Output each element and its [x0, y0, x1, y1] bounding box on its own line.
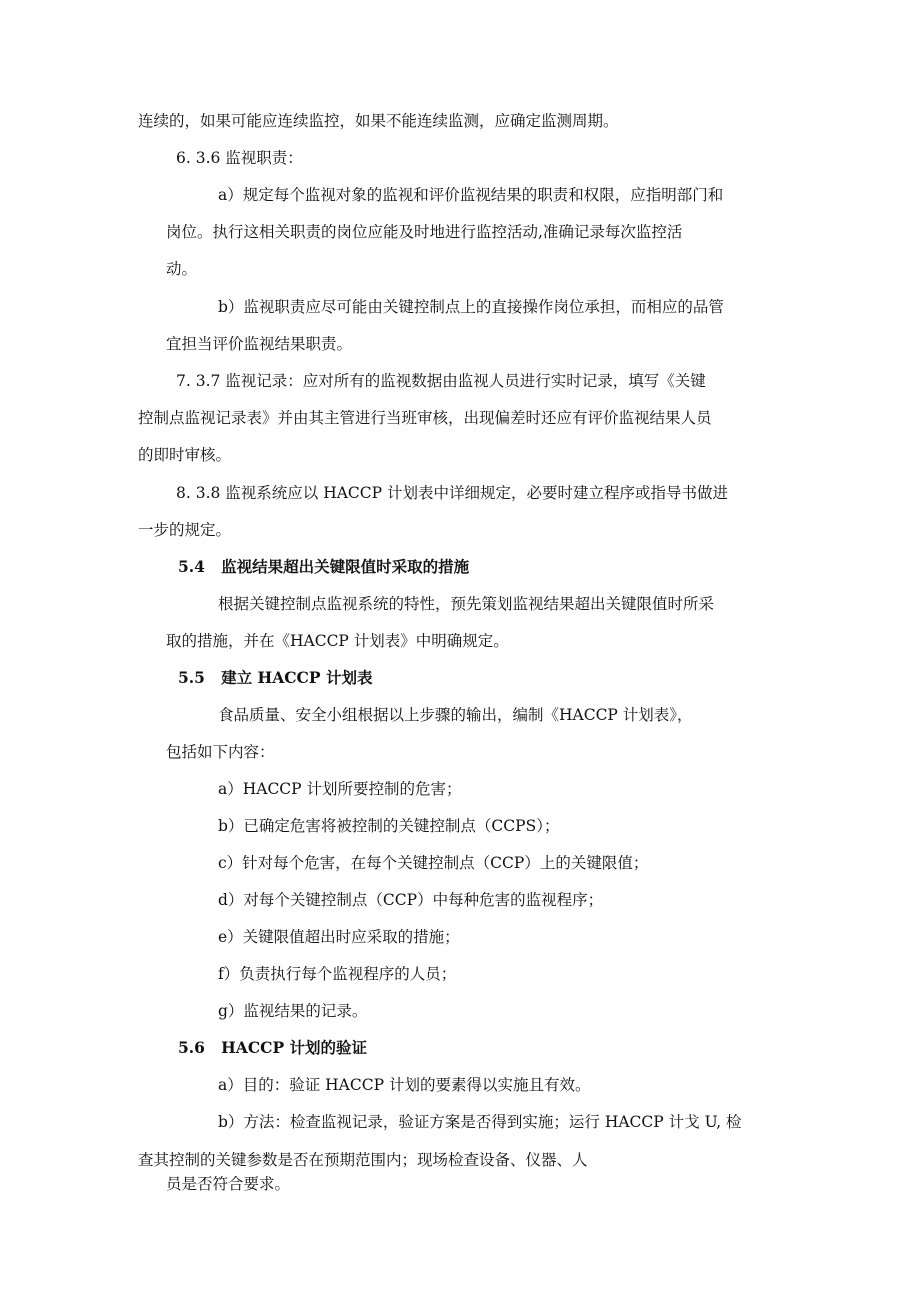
clause-heading-7-3-7: 7. 3.7 监视记录：应对所有的监视数据由监视人员进行实时记录，填写《关键 — [176, 372, 706, 390]
paragraph-line: 岗位。执行这相关职责的岗位应能及时地进行监控活动,准确记录每次监控活 — [166, 223, 683, 241]
paragraph-line: 取的措施，并在《HACCP 计划表》中明确规定。 — [166, 632, 509, 650]
paragraph-line: 查其控制的关键参数是否在预期范围内；现场检查设备、仪器、人 — [138, 1151, 588, 1169]
list-item: c）针对每个危害，在每个关键控制点（CCP）上的关键限值； — [218, 854, 649, 872]
list-item: a）HACCP 计划所要控制的危害； — [218, 780, 462, 798]
list-item: b）已确定危害将被控制的关键控制点（CCPS）； — [218, 817, 560, 835]
section-heading-5-4: 5.4 监视结果超出关键限值时采取的措施 — [178, 557, 470, 576]
list-item: d）对每个关键控制点（CCP）中每种危害的监视程序； — [218, 891, 604, 909]
list-item: g）监视结果的记录。 — [218, 1002, 368, 1020]
section-heading-5-6: 5.6 HACCP 计划的验证 — [178, 1038, 368, 1057]
paragraph-line: 一步的规定。 — [138, 521, 232, 539]
paragraph-line: 动。 — [166, 260, 198, 278]
section-heading-5-5: 5.5 建立 HACCP 计划表 — [178, 668, 373, 687]
paragraph-line: 包括如下内容： — [166, 743, 275, 761]
paragraph-line: 连续的，如果可能应连续监控，如果不能连续监测，应确定监测周期。 — [138, 112, 619, 130]
list-item: f）负责执行每个监视程序的人员； — [218, 965, 457, 983]
list-item: a）规定每个监视对象的监视和评价监视结果的职责和权限，应指明部门和 — [218, 186, 724, 204]
paragraph-line: 食品质量、安全小组根据以上步骤的输出，编制《HACCP 计划表》， — [218, 706, 693, 724]
clause-heading-6-3-6: 6. 3.6 监视职责： — [176, 149, 303, 167]
paragraph-line: 的即时审核。 — [138, 446, 232, 464]
paragraph-line: 员是否符合要求。 — [166, 1175, 291, 1193]
list-item: e）关键限值超出时应采取的措施； — [218, 928, 460, 946]
clause-heading-8-3-8: 8. 3.8 监视系统应以 HACCP 计划表中详细规定，必要时建立程序或指导书做进 — [176, 484, 729, 502]
paragraph-line: 控制点监视记录表》并由其主管进行当班审核，出现偏差时还应有评价监视结果人员 — [138, 409, 712, 427]
list-item: b）监视职责应尽可能由关键控制点上的直接操作岗位承担，而相应的品管 — [218, 298, 724, 316]
paragraph-line: 根据关键控制点监视系统的特性，预先策划监视结果超出关键限值时所采 — [218, 595, 715, 613]
list-item: b）方法：检查监视记录，验证方案是否得到实施；运行 HACCP 计戈 U, 检 — [218, 1113, 742, 1131]
list-item: a）目的：验证 HACCP 计划的要素得以实施且有效。 — [218, 1076, 591, 1094]
paragraph-line: 宜担当评价监视结果职责。 — [166, 335, 353, 353]
